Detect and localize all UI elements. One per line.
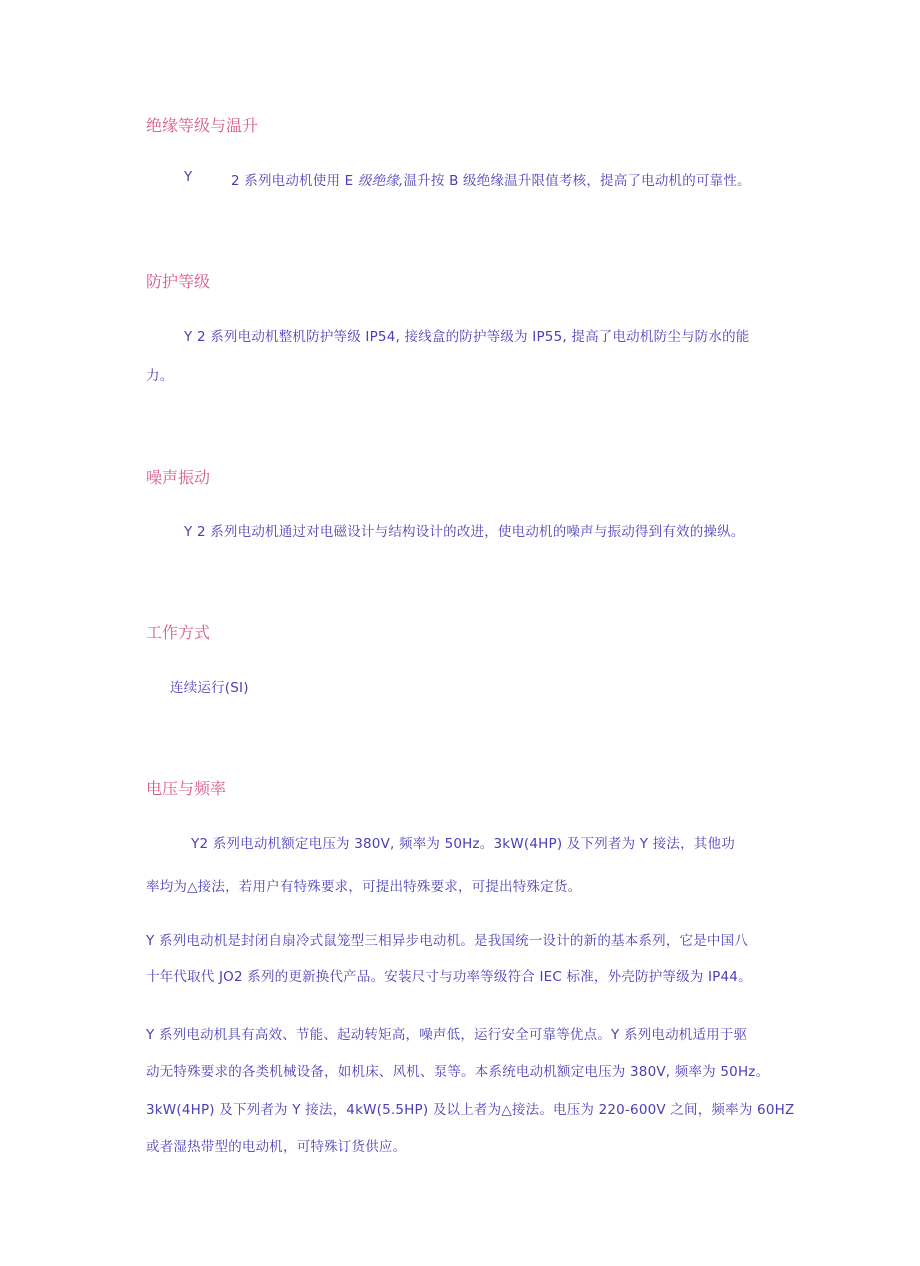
noise-line-1: Y 2 系列电动机通过对电磁设计与结构设计的改进，使电动机的噪声与振动得到有效的操纵。 [184,524,745,540]
duty-line-1: 连续运行(SI) [170,680,249,696]
heading-protection: 防护等级 [146,272,211,291]
para-b-line-1: Y 系列电动机具有高效、节能、起动转矩高，噪声低，运行安全可靠等优点。Y 系列电动机适用于驱 [146,1027,748,1043]
voltage-line-2: 率均为△接法，若用户有特殊要求，可提出特殊要求，可提出特殊定货。 [146,879,582,895]
heading-duty: 工作方式 [146,623,211,642]
insulation-text-a: Y [184,169,193,185]
protection-line-2: 力。 [146,368,174,384]
heading-noise: 噪声振动 [146,468,211,487]
protection-line-1: Y 2 系列电动机整机防护等级 IP54, 接线盒的防护等级为 IP55, 提高了电动机防尘与防水的能 [184,329,750,345]
para-a-line-1: Y 系列电动机是封闭自扇冷式鼠笼型三相异步电动机。是我国统一设计的新的基本系列，它是中国八 [146,933,749,949]
para-a-line-2: 十年代取代 JO2 系列的更新换代产品。安装尺寸与功率等级符合 IEC 标准，外壳防护等级为 IP44。 [146,969,752,985]
heading-voltage: 电压与频率 [146,779,227,798]
insulation-text-c: 级绝缘, [357,173,404,189]
heading-insulation: 绝缘等级与温升 [146,116,259,135]
para-b-line-3: 3kW(4HP) 及下列者为 Y 接法，4kW(5.5HP) 及以上者为△接法。电压为 220-600V 之间，频率为 60HZ [146,1102,795,1118]
insulation-text-line [231,169,751,189]
para-b-line-2: 动无特殊要求的各类机械设备，如机床、风机、泵等。本系统电动机额定电压为 380V, 频率为 50Hz。 [146,1064,770,1080]
insulation-text-b: 2 系列电动机使用 E [231,173,358,189]
voltage-line-1: Y2 系列电动机额定电压为 380V, 频率为 50Hz。3kW(4HP) 及下列者为 Y 接法，其他功 [191,836,735,852]
para-b-line-4: 或者湿热带型的电动机，可特殊订货供应。 [146,1139,407,1155]
insulation-text-d: 温升按 B 级绝缘温升限值考核，提高了电动机的可靠性。 [403,173,751,189]
